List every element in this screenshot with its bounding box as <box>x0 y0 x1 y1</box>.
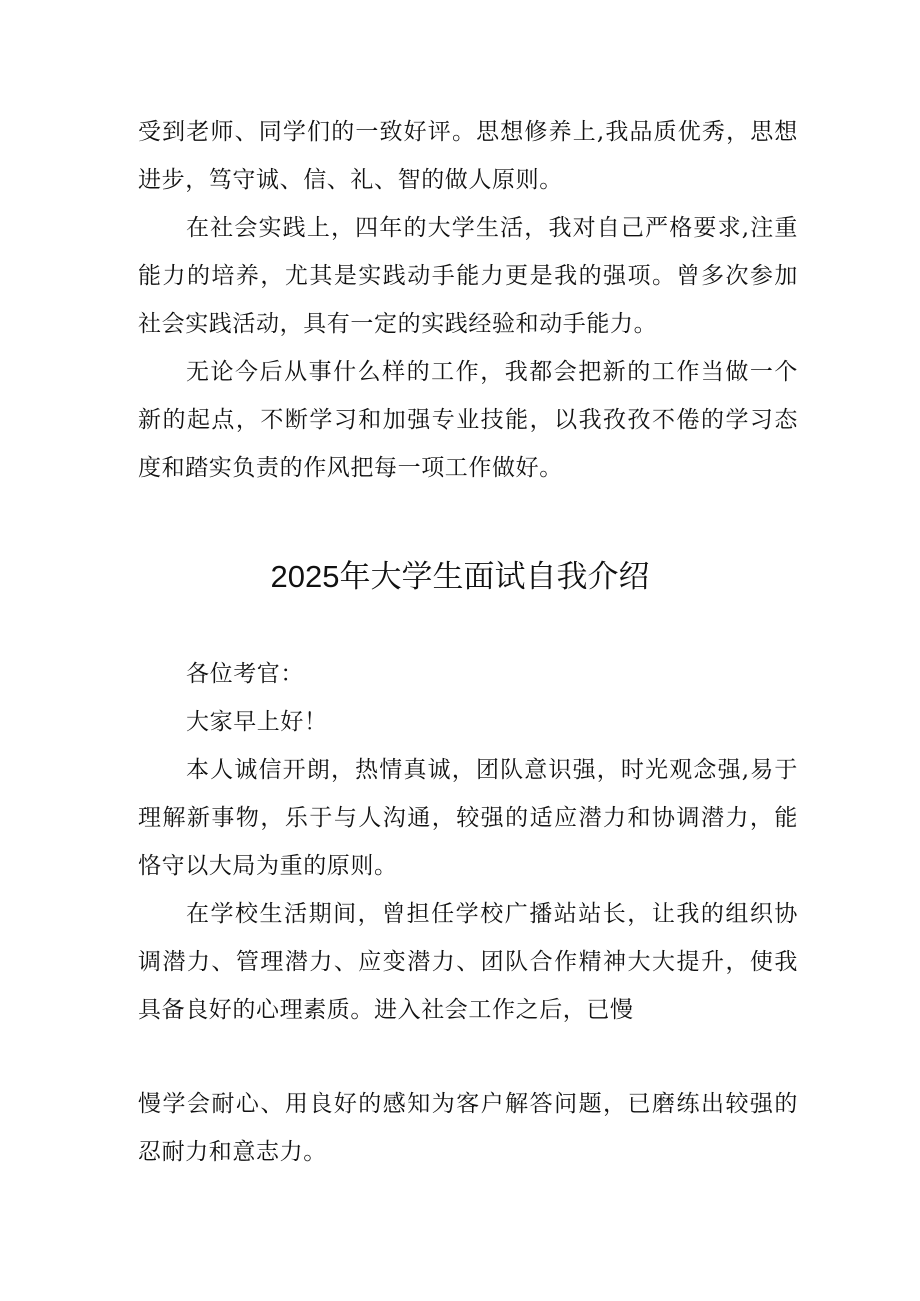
paragraph-social-practice: 在社会实践上，四年的大学生活，我对自己严格要求,注重能力的培养，尤其是实践动手能力更是我的强项。曾多次参加社会实践活动，具有一定的实践经验和动手能力。 <box>138 215 798 337</box>
paragraph-future-work: 无论今后从事什么样的工作，我都会把新的工作当做一个新的起点，不断学习和加强专业技能，以我孜孜不倦的学习态度和踏实负责的作风把每一项工作做好。 <box>138 359 798 481</box>
paragraph-school-experience: 在学校生活期间，曾担任学校广播站站长，让我的组织协调潜力、管理潜力、应变潜力、团队合作精神大大提升，使我具备良好的心理素质。进入社会工作之后，已慢 <box>138 901 798 1023</box>
paragraph-personality: 本人诚信开朗，热情真诚，团队意识强，时光观念强,易于理解新事物，乐于与人沟通，较强的适应潜力和协调潜力，能恪守以大局为重的原则。 <box>138 757 798 879</box>
paragraph-continuation: 慢学会耐心、用良好的感知为客户解答问题，已磨练出较强的忍耐力和意志力。 <box>138 1091 798 1165</box>
page-title: 2025年大学生面试自我介绍 <box>270 559 650 594</box>
salutation: 各位考官： <box>186 661 304 687</box>
greeting: 大家早上好！ <box>186 709 328 735</box>
paragraph-intro-continuation: 受到老师、同学们的一致好评。思想修养上,我品质优秀，思想进步，笃守诚、信、礼、智的做人原则。 <box>138 119 798 193</box>
